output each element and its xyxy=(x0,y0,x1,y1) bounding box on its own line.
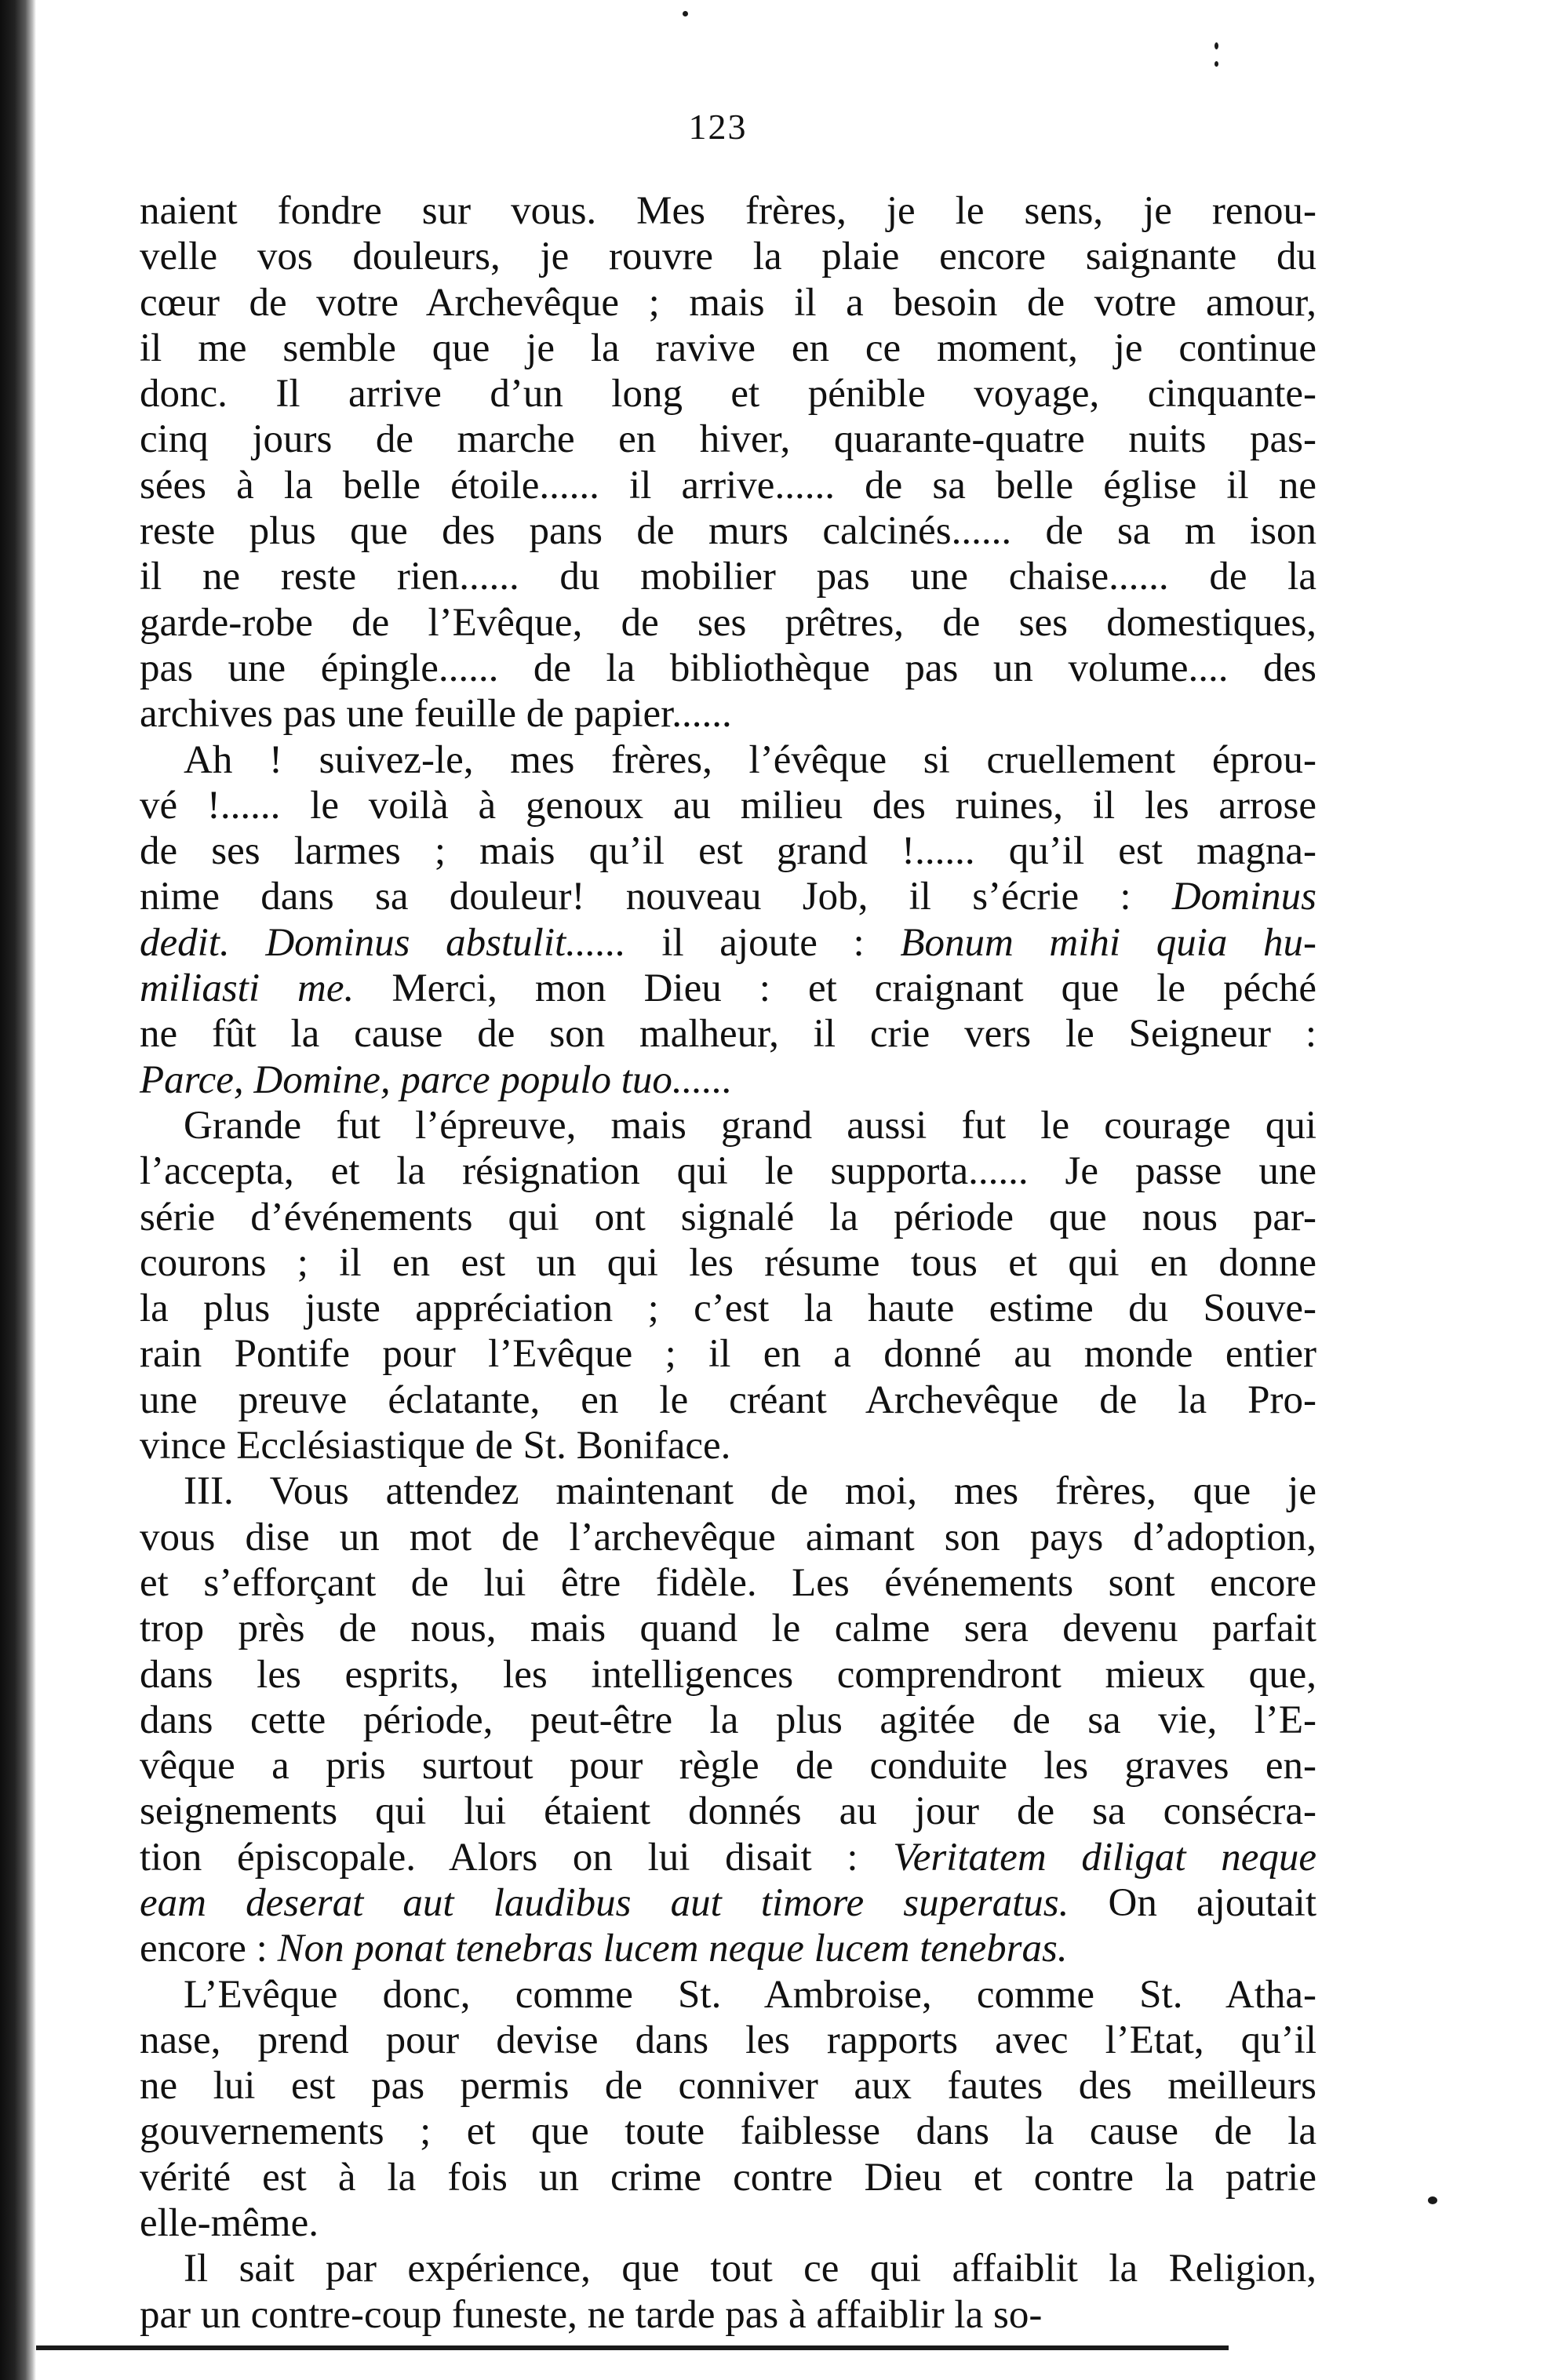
text-line xyxy=(140,188,1316,234)
text-segment: seignements qui lui étaient donnés au jour de sa consécra- xyxy=(140,1789,1316,1834)
text-line xyxy=(140,1835,1316,1880)
text-line xyxy=(140,2200,1316,2246)
text-line xyxy=(140,737,1316,783)
ink-speck xyxy=(1215,61,1218,67)
text-segment: la plus juste appréciation ; c’est la haute estime du Souve- xyxy=(140,1286,1316,1331)
text-line xyxy=(140,1011,1316,1057)
text-segment: velle vos douleurs, je rouvre la plaie encore saignante du xyxy=(140,235,1316,279)
text-segment: il me semble que je la ravive en ce moment, je continue xyxy=(140,326,1316,370)
text-line xyxy=(140,828,1316,874)
text-segment: donc. Il arrive d’un long et pénible voyage, cinquante- xyxy=(140,372,1316,417)
text-line xyxy=(140,1423,1316,1468)
text-line xyxy=(140,417,1316,462)
text-segment: III. Vous attendez maintenant de moi, mes frères, que je xyxy=(184,1469,1316,1514)
text-segment: archives pas une feuille de papier...... xyxy=(140,692,732,737)
text-segment: encore : xyxy=(140,1927,278,1971)
text-line xyxy=(140,371,1316,417)
text-line xyxy=(140,1560,1316,1606)
ink-speck xyxy=(1428,2196,1437,2204)
text-segment: cœur de votre Archevêque ; mais il a besoin de votre amour, xyxy=(140,280,1316,325)
text-line xyxy=(140,2292,1316,2338)
text-segment: gouvernements ; et que toute faiblesse dans la cause de la xyxy=(140,2109,1316,2154)
italic-latin-phrase: Bonum mihi quia hu- xyxy=(900,920,1316,965)
italic-latin-phrase: miliasti me. xyxy=(140,966,355,1011)
book-binding-edge xyxy=(0,0,36,2380)
text-segment: courons ; il en est un qui les résume tous et qui en donne xyxy=(140,1240,1316,1285)
text-line xyxy=(140,2155,1316,2200)
text-segment: Grande fut l’épreuve, mais grand aussi fut le courage qui xyxy=(184,1103,1316,1148)
italic-latin-phrase: Dominus xyxy=(1171,875,1316,919)
text-segment: sées à la belle étoile...... il arrive...... de sa belle église il ne xyxy=(140,463,1316,508)
text-line xyxy=(140,508,1316,554)
text-segment: ne fût la cause de son malheur, il crie vers le Seigneur : xyxy=(140,1012,1316,1057)
text-segment: dans les esprits, les intelligences comprendront mieux que, xyxy=(140,1652,1316,1697)
text-segment: nime dans sa douleur! nouveau Job, il s’écrie : xyxy=(140,875,1172,919)
text-segment: dans cette période, peut-être la plus agitée de sa vie, l’E- xyxy=(140,1698,1316,1742)
text-line xyxy=(140,1286,1316,1331)
italic-latin-phrase: Parce, Domine, parce populo tuo...... xyxy=(140,1057,733,1102)
text-line xyxy=(140,1698,1316,1743)
text-segment: On ajoutait xyxy=(1069,1880,1316,1925)
page-body-text xyxy=(140,188,1316,2338)
italic-latin-phrase: eam deserat aut laudibus aut timore superatus. xyxy=(140,1880,1069,1925)
text-line xyxy=(140,600,1316,646)
text-segment: de ses larmes ; mais qu’il est grand !...... qu’il est magna- xyxy=(140,829,1316,874)
page-number: 123 xyxy=(688,107,748,147)
text-segment: vêque a pris surtout pour règle de conduite les graves en- xyxy=(140,1744,1316,1789)
text-line xyxy=(140,920,1316,966)
text-line xyxy=(140,326,1316,371)
text-line xyxy=(140,234,1316,279)
text-segment: trop près de nous, mais quand le calme sera devenu parfait xyxy=(140,1607,1316,1651)
text-segment: pas une épingle...... de la bibliothèque pas un volume.... des xyxy=(140,646,1316,690)
text-line xyxy=(140,1331,1316,1377)
text-line xyxy=(140,783,1316,828)
text-segment: ne lui est pas permis de conniver aux fautes des meilleurs xyxy=(140,2064,1316,2109)
italic-latin-phrase: dedit. Dominus abstulit...... xyxy=(140,920,626,965)
bottom-rule xyxy=(36,2345,1229,2350)
text-segment: vince Ecclésiastique de St. Boniface. xyxy=(140,1424,731,1468)
text-line xyxy=(140,1148,1316,1194)
text-segment: Merci, mon Dieu : et craignant que le péché xyxy=(354,966,1316,1011)
text-line xyxy=(140,1103,1316,1148)
text-line xyxy=(140,280,1316,326)
text-segment: vous dise un mot de l’archevêque aimant son pays d’adoption, xyxy=(140,1515,1316,1559)
text-line xyxy=(140,1377,1316,1423)
text-segment: nase, prend pour devise dans les rapports avec l’Etat, qu’il xyxy=(140,2018,1316,2062)
text-segment: garde-robe de l’Evêque, de ses prêtres, de ses domestiques, xyxy=(140,600,1316,645)
text-segment: et s’efforçant de lui être fidèle. Les événements sont encore xyxy=(140,1560,1316,1605)
text-line xyxy=(140,2246,1316,2291)
text-segment: rain Pontife pour l’Evêque ; il en a donné au monde entier xyxy=(140,1332,1316,1377)
text-line xyxy=(140,2018,1316,2063)
text-line xyxy=(140,1468,1316,1514)
text-line xyxy=(140,2109,1316,2154)
text-line xyxy=(140,1743,1316,1789)
text-line xyxy=(140,1972,1316,2018)
text-segment: une preuve éclatante, en le créant Archevêque de la Pro- xyxy=(140,1377,1316,1422)
ink-speck xyxy=(683,11,688,16)
text-line xyxy=(140,463,1316,508)
text-segment: elle-même. xyxy=(140,2201,319,2246)
text-segment: Ah ! suivez-le, mes frères, l’évêque si cruellement éprou- xyxy=(184,737,1316,782)
text-line xyxy=(140,691,1316,737)
text-line xyxy=(140,1057,1316,1103)
text-line xyxy=(140,1926,1316,1971)
text-segment: L’Evêque donc, comme St. Ambroise, comme St. Atha- xyxy=(184,1972,1316,2017)
text-line xyxy=(140,1515,1316,1560)
text-segment: Il sait par expérience, que tout ce qui affaiblit la Religion, xyxy=(184,2247,1316,2291)
text-line xyxy=(140,2063,1316,2109)
text-line xyxy=(140,1789,1316,1834)
text-line xyxy=(140,1240,1316,1286)
text-line xyxy=(140,554,1316,599)
italic-latin-phrase: Veritatem diligat neque xyxy=(893,1835,1316,1880)
text-segment: vérité est à la fois un crime contre Dieu et contre la patrie xyxy=(140,2155,1316,2200)
text-segment: il ajoute : xyxy=(625,920,901,965)
ink-speck xyxy=(1215,42,1218,49)
text-segment: reste plus que des pans de murs calcinés...... de sa m ison xyxy=(140,509,1316,554)
text-line xyxy=(140,874,1316,919)
text-segment: par un contre-coup funeste, ne tarde pas à affaiblir la so- xyxy=(140,2292,1043,2337)
text-segment: tion épiscopale. Alors on lui disait : xyxy=(140,1835,894,1880)
text-line xyxy=(140,1606,1316,1651)
text-segment: vé !...... le voilà à genoux au milieu des ruines, il les arrose xyxy=(140,783,1316,828)
text-line xyxy=(140,646,1316,691)
text-segment: naient fondre sur vous. Mes frères, je le sens, je renou- xyxy=(140,189,1316,233)
text-line xyxy=(140,1195,1316,1240)
text-segment: série d’événements qui ont signalé la période que nous par- xyxy=(140,1195,1316,1239)
text-line xyxy=(140,1652,1316,1698)
text-segment: cinq jours de marche en hiver, quarante-quatre nuits pas- xyxy=(140,417,1316,462)
text-segment: l’accepta, et la résignation qui le supporta...... Je passe une xyxy=(140,1149,1316,1194)
text-segment: il ne reste rien...... du mobilier pas une chaise...... de la xyxy=(140,555,1316,599)
italic-latin-phrase: Non ponat tenebras lucem neque lucem tenebras. xyxy=(277,1927,1068,1971)
text-line xyxy=(140,966,1316,1011)
text-line xyxy=(140,1880,1316,1926)
